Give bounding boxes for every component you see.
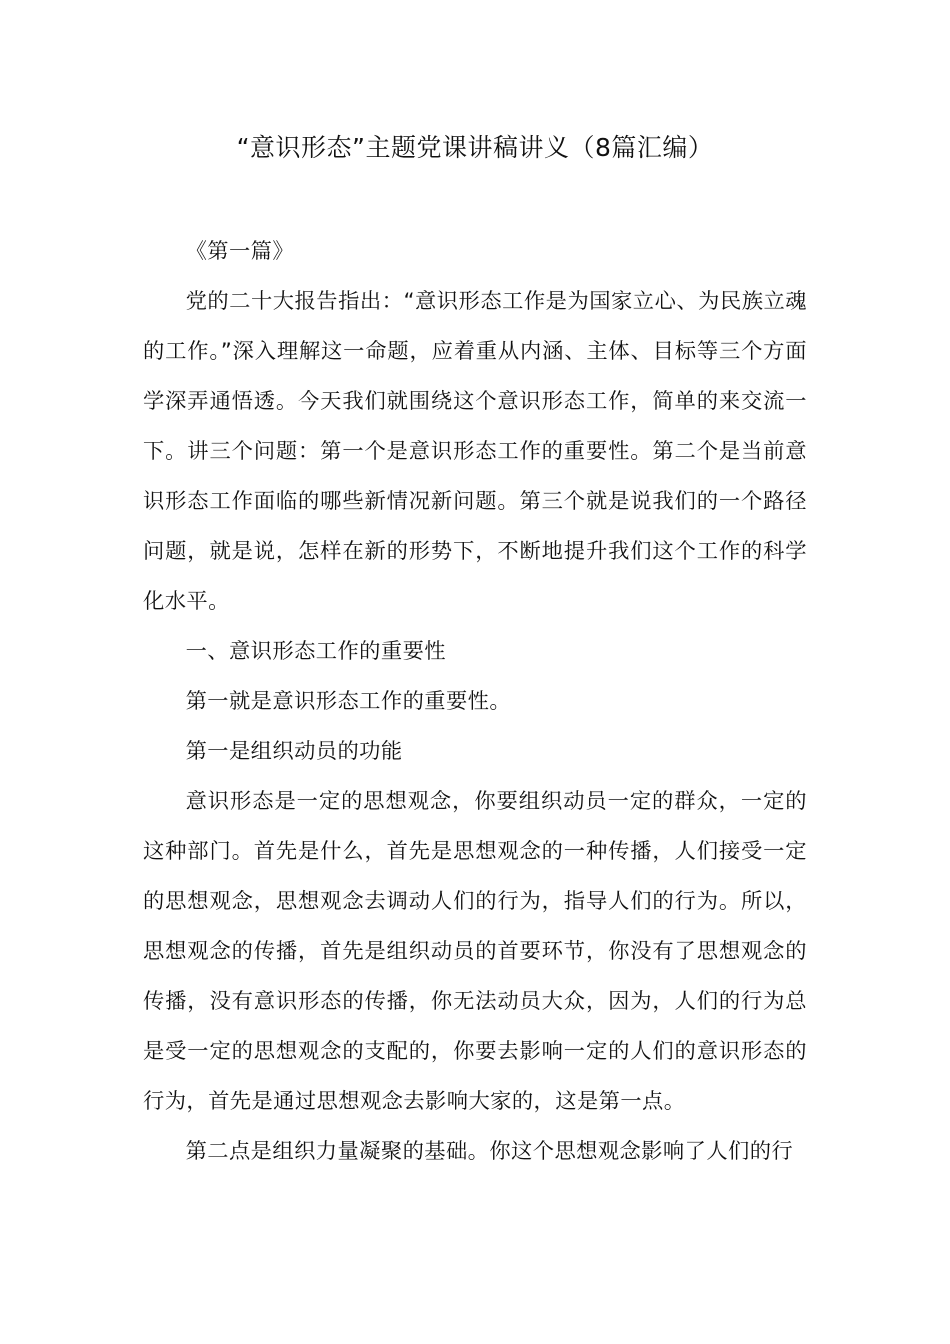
paragraph-organize-mobilize: 意识形态是一定的思想观念，你要组织动员一定的群众，一定的这种部门。首先是什么，首先是思想观念的一种传播，人们接受一定的思想观念，思想观念去调动人们的行为，指导人们的行为。所以，思想观念的传播，首先是组织动员的首要环节，你没有了思想观念的传播，没有意识形态的传播，你无法动员大众，因为，人们的行为总是受一定的思想观念的支配的，你要去影响一定的人们的意识形态的行为，首先是通过思想观念去影响大家的，这是第一点。 <box>143 789 807 1114</box>
document-body <box>143 227 807 1177</box>
document-title: “意识形态”主题党课讲稿讲义（8篇汇编） <box>236 133 714 162</box>
section-heading-first-article: 《第一篇》 <box>185 239 295 264</box>
paragraph-intro: 党的二十大报告指出：“意识形态工作是为国家立心、为民族立魂的工作。”深入理解这一命题，应着重从内涵、主体、目标等三个方面学深弄通悟透。今天我们就围绕这个意识形态工作，简单的来交流一下。讲三个问题：第一个是意识形态工作的重要性。第二个是当前意识形态工作面临的哪些新情况新问题。第三个就是说我们的一个路径问题，就是说，怎样在新的形势下，不断地提升我们这个工作的科学化水平。 <box>143 289 807 614</box>
subheading-organize-mobilize: 第一是组织动员的功能 <box>185 739 403 764</box>
paragraph-second-point: 第二点是组织力量凝聚的基础。你这个思想观念影响了人们的行 <box>185 1139 794 1164</box>
section-heading-importance: 一、意识形态工作的重要性 <box>185 639 446 664</box>
paragraph-importance-first: 第一就是意识形态工作的重要性。 <box>185 689 512 714</box>
